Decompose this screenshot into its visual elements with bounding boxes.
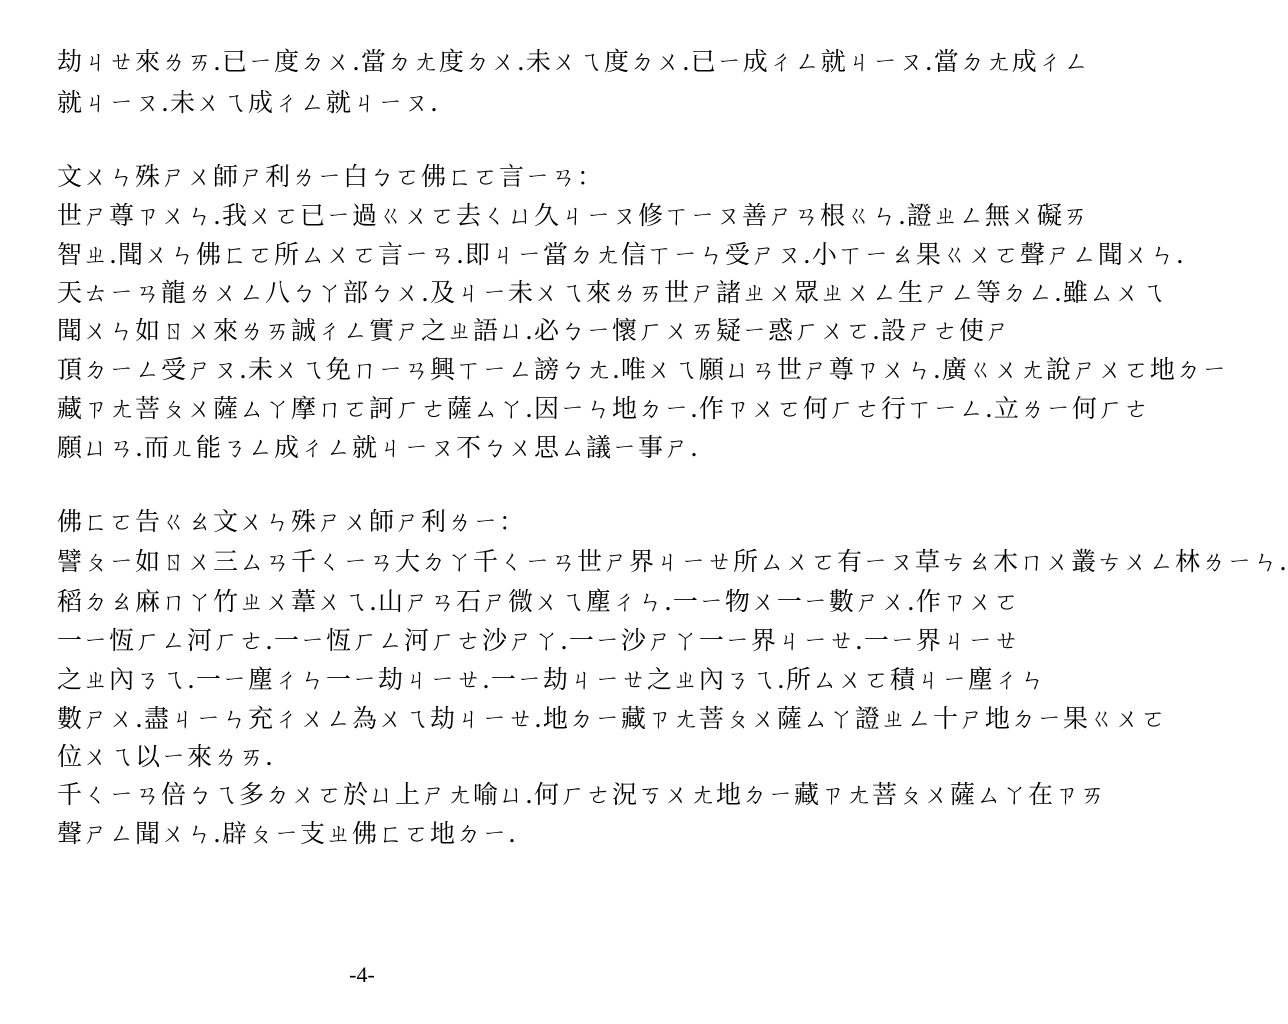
text-line: 之ㄓ內ㄋㄟ.一ㄧ塵ㄔㄣ一ㄧ劫ㄐㄧㄝ.一ㄧ劫ㄐㄧㄝ之ㄓ內ㄋㄟ.所ㄙㄨㄛ積ㄐㄧ塵ㄔㄣ [57, 665, 1046, 694]
text-line: 頂ㄉㄧㄥ受ㄕㄡ.未ㄨㄟ免ㄇㄧㄢ興ㄒㄧㄥ謗ㄅㄤ.唯ㄨㄟ願ㄩㄢ世ㄕ尊ㄗㄨㄣ.廣ㄍㄨㄤ說ㄕㄨㄛ地ㄉㄧ [57, 355, 1228, 384]
text-line: 文ㄨㄣ殊ㄕㄨ師ㄕ利ㄌㄧ白ㄅㄛ佛ㄈㄛ言ㄧㄢ： [57, 162, 604, 191]
page-number: -4- [349, 962, 375, 987]
text-line: 智ㄓ.聞ㄨㄣ佛ㄈㄛ所ㄙㄨㄛ言ㄧㄢ.即ㄐㄧ當ㄉㄤ信ㄒㄧㄣ受ㄕㄡ.小ㄒㄧㄠ果ㄍㄨㄛ聲ㄕㄥ聞ㄨㄣ. [57, 240, 1185, 269]
text-line: 劫ㄐㄝ來ㄌㄞ.已ㄧ度ㄉㄨ.當ㄉㄤ度ㄉㄨ.未ㄨㄟ度ㄉㄨ.已ㄧ成ㄔㄥ就ㄐㄧㄡ.當ㄉㄤ成ㄔㄥ [57, 47, 1090, 76]
text-line: 數ㄕㄨ.盡ㄐㄧㄣ充ㄔㄨㄥ為ㄨㄟ劫ㄐㄧㄝ.地ㄉㄧ藏ㄗㄤ菩ㄆㄨ薩ㄙㄚ證ㄓㄥ十ㄕ地ㄉㄧ果ㄍㄨㄛ [57, 704, 1167, 733]
text-line: 聲ㄕㄥ聞ㄨㄣ.辟ㄆㄧ支ㄓ佛ㄈㄛ地ㄉㄧ. [57, 819, 517, 848]
text-line: 願ㄩㄢ.而ㄦ能ㄋㄥ成ㄔㄥ就ㄐㄧㄡ不ㄅㄨ思ㄙ議ㄧ事ㄕ. [57, 433, 699, 462]
text-line: 天ㄊㄧㄢ龍ㄌㄨㄥ八ㄅㄚ部ㄅㄨ.及ㄐㄧ未ㄨㄟ來ㄌㄞ世ㄕ諸ㄓㄨ眾ㄓㄨㄥ生ㄕㄥ等ㄉㄥ.雖ㄙㄨㄟ [57, 278, 1167, 307]
text-line: 位ㄨㄟ以ㄧ來ㄌㄞ. [57, 742, 274, 771]
text-line: 稻ㄉㄠ麻ㄇㄚ竹ㄓㄨ葦ㄨㄟ.山ㄕㄢ石ㄕ微ㄨㄟ塵ㄔㄣ.一ㄧ物ㄨ一ㄧ數ㄕㄨ.作ㄗㄨㄛ [57, 587, 1020, 616]
text-line: 聞ㄨㄣ如ㄖㄨ來ㄌㄞ誠ㄔㄥ實ㄕ之ㄓ語ㄩ.必ㄅㄧ懷ㄏㄨㄞ疑ㄧ惑ㄏㄨㄛ.設ㄕㄜ使ㄕ [57, 316, 1011, 345]
text-line: 世ㄕ尊ㄗㄨㄣ.我ㄨㄛ已ㄧ過ㄍㄨㄛ去ㄑㄩ久ㄐㄧㄡ修ㄒㄧㄡ善ㄕㄢ根ㄍㄣ.證ㄓㄥ無ㄨ礙ㄞ [57, 201, 1089, 230]
text-line: 藏ㄗㄤ菩ㄆㄨ薩ㄙㄚ摩ㄇㄛ訶ㄏㄜ薩ㄙㄚ.因ㄧㄣ地ㄉㄧ.作ㄗㄨㄛ何ㄏㄜ行ㄒㄧㄥ.立ㄌㄧ何ㄏㄜ [57, 394, 1150, 423]
text-line: 譬ㄆㄧ如ㄖㄨ三ㄙㄢ千ㄑㄧㄢ大ㄉㄚ千ㄑㄧㄢ世ㄕ界ㄐㄧㄝ所ㄙㄨㄛ有ㄧㄡ草ㄘㄠ木ㄇㄨ叢ㄘㄨㄥ林ㄌㄧㄣ. [57, 547, 1288, 576]
text-line: 佛ㄈㄛ告ㄍㄠ文ㄨㄣ殊ㄕㄨ師ㄕ利ㄌㄧ： [57, 507, 526, 536]
text-line: 一ㄧ恆ㄏㄥ河ㄏㄜ.一ㄧ恆ㄏㄥ河ㄏㄜ沙ㄕㄚ.一ㄧ沙ㄕㄚ一ㄧ界ㄐㄧㄝ.一ㄧ界ㄐㄧㄝ [57, 626, 1020, 655]
text-line: 千ㄑㄧㄢ倍ㄅㄟ多ㄉㄨㄛ於ㄩ上ㄕㄤ喻ㄩ.何ㄏㄜ況ㄎㄨㄤ地ㄉㄧ藏ㄗㄤ菩ㄆㄨ薩ㄙㄚ在ㄗㄞ [57, 780, 1106, 809]
text-line: 就ㄐㄧㄡ.未ㄨㄟ成ㄔㄥ就ㄐㄧㄡ. [57, 88, 439, 117]
